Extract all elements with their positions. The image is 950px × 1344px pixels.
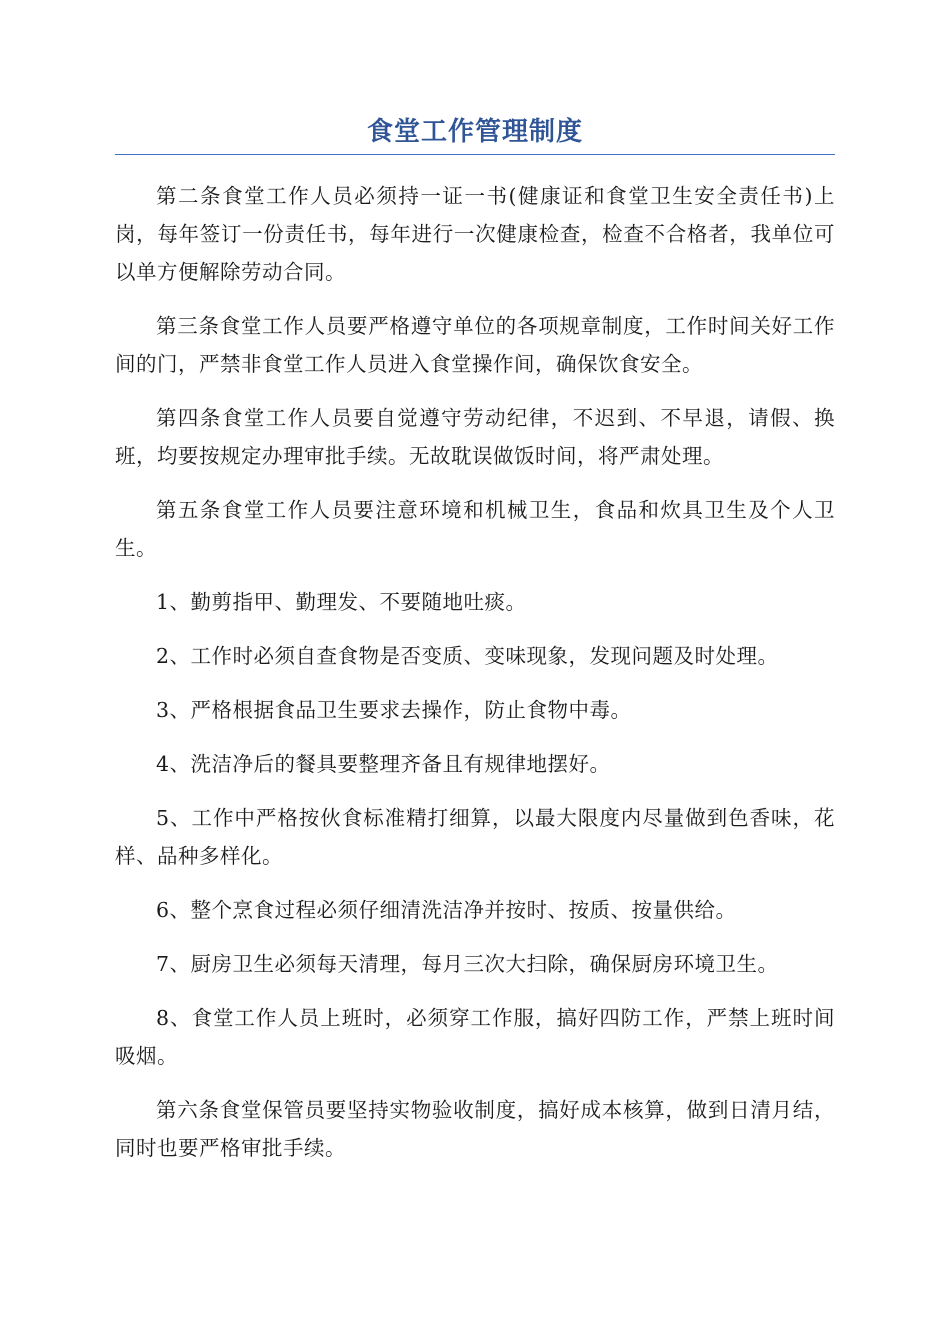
list-item-4: 4、洗洁净后的餐具要整理齐备且有规律地摆好。 (156, 752, 611, 776)
list-item-7: 7、厨房卫生必须每天清理，每月三次大扫除，确保厨房环境卫生。 (156, 952, 779, 976)
list-item-5: 5、工作中严格按伙食标准精打细算，以最大限度内尽量做到色香味，花样、品种多样化。 (115, 806, 835, 868)
list-item-6: 6、整个烹食过程必须仔细清洗洁净并按时、按质、按量供给。 (156, 898, 737, 922)
list-item-2: 2、工作时必须自查食物是否变质、变味现象，发现问题及时处理。 (156, 644, 779, 668)
paragraph-article-3: 第三条食堂工作人员要严格遵守单位的各项规章制度，工作时间关好工作间的门，严禁非食堂工作人员进入食堂操作间，确保饮食安全。 (115, 314, 835, 376)
paragraph-article-2: 第二条食堂工作人员必须持一证一书(健康证和食堂卫生安全责任书)上岗，每年签订一份责任书，每年进行一次健康检查，检查不合格者，我单位可以单方便解除劳动合同。 (115, 184, 835, 284)
list-item-8: 8、食堂工作人员上班时，必须穿工作服，搞好四防工作，严禁上班时间吸烟。 (115, 1006, 835, 1068)
paragraph-article-6: 第六条食堂保管员要坚持实物验收制度，搞好成本核算，做到日清月结，同时也要严格审批手续。 (115, 1098, 835, 1160)
paragraph-article-4: 第四条食堂工作人员要自觉遵守劳动纪律，不迟到、不早退，请假、换班，均要按规定办理审批手续。无故耽误做饭时间，将严肃处理。 (115, 406, 835, 468)
document-title: 食堂工作管理制度 (366, 117, 583, 147)
paragraph-article-5: 第五条食堂工作人员要注意环境和机械卫生，食品和炊具卫生及个人卫生。 (115, 498, 835, 560)
list-item-3: 3、严格根据食品卫生要求去操作，防止食物中毒。 (156, 698, 632, 722)
title-underline (115, 154, 835, 155)
list-item-1: 1、勤剪指甲、勤理发、不要随地吐痰。 (156, 590, 527, 614)
